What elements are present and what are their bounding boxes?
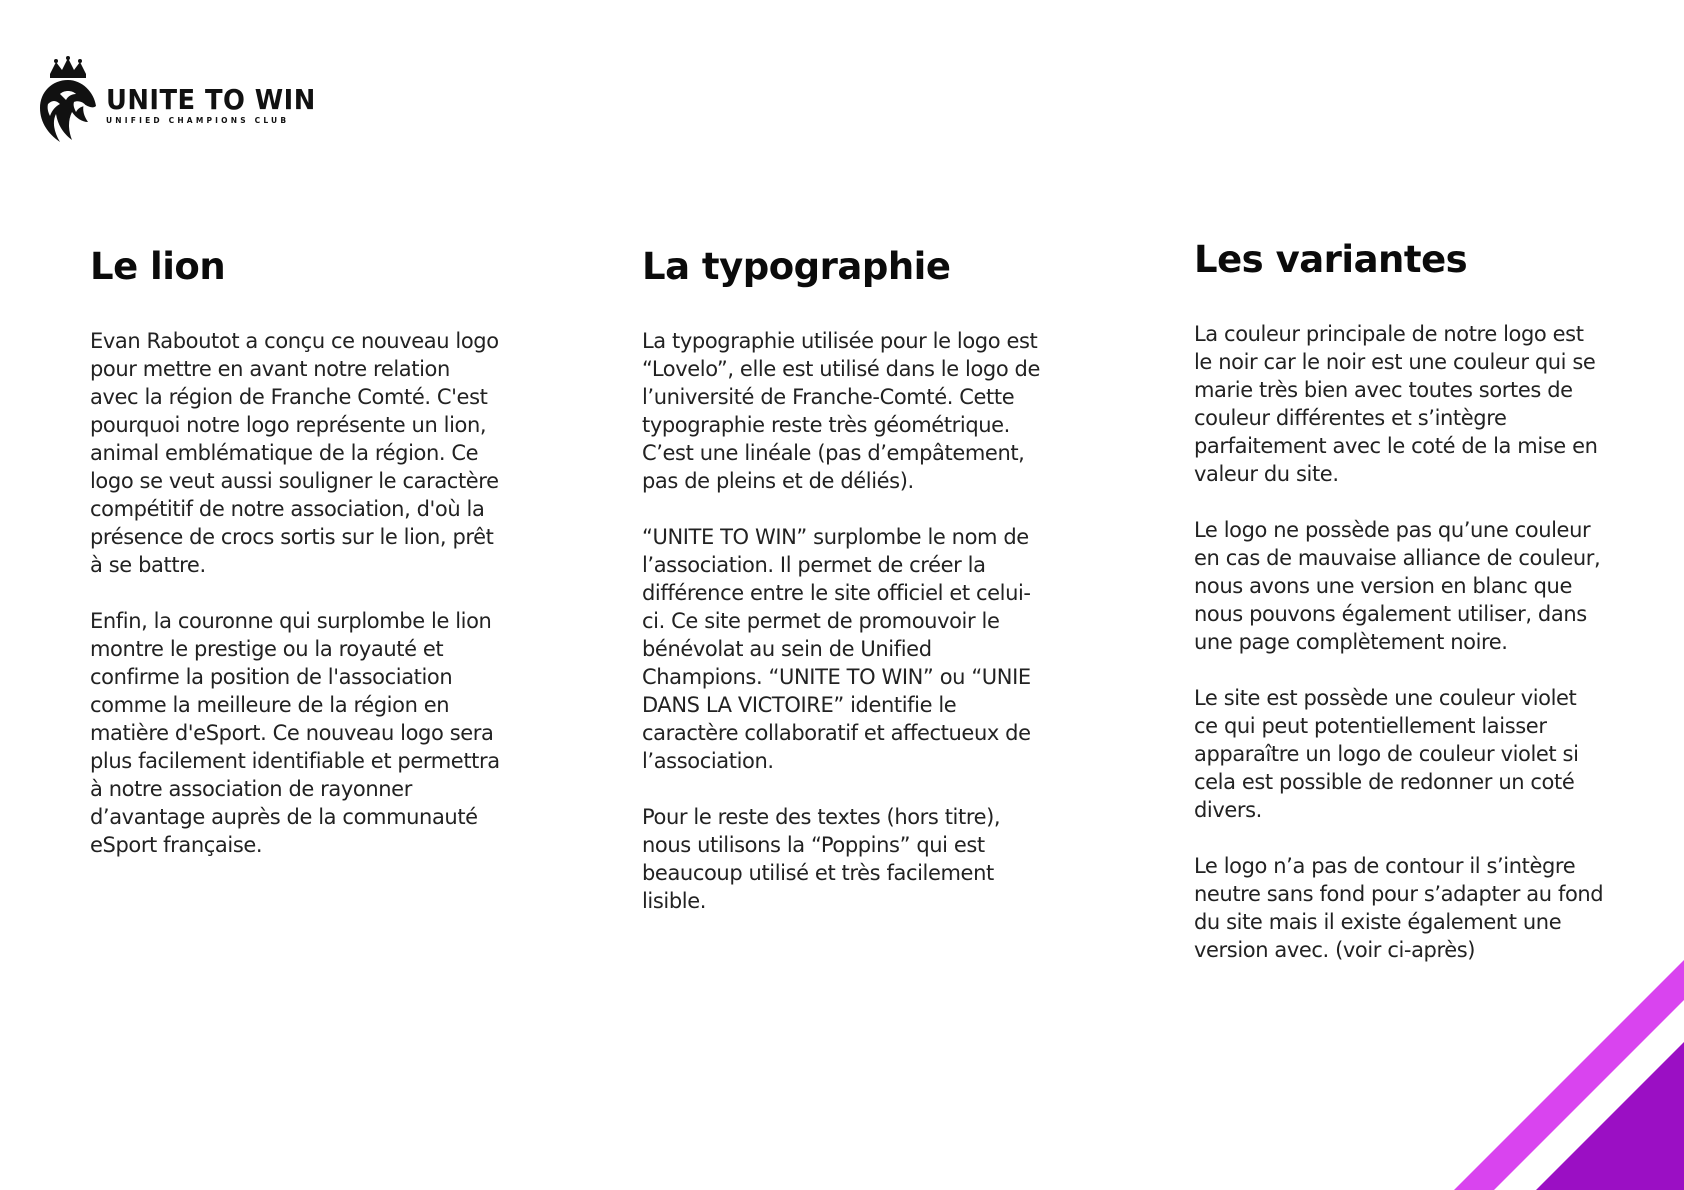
paragraph: Le logo ne possède pas qu’une couleur en cas de mauvaise alliance de couleur, nous avons une version en blanc que nous pouvons également utiliser, dans une page complètement noire.	[1194, 518, 1601, 654]
lion-crown-icon	[38, 56, 98, 144]
paragraph: Enfin, la couronne qui surplombe le lion montre le prestige ou la royauté et confirme la position de l'association comme la meilleure de la région en matière d'eSport. Ce nouveau logo sera plus facilement identifiable et permettra à notre association de rayonner d’avantage auprès de la communauté eSport française.	[90, 609, 500, 857]
paragraph: Evan Raboutot a conçu ce nouveau logo pour mettre en avant notre relation avec la région de Franche Comté. C'est pourquoi notre logo représente un lion, animal emblématique de la région. Ce logo se veut aussi souligner le caractère compétitif de notre association, d'où la présence de crocs sortis sur le lion, prêt à se battre.	[90, 329, 499, 577]
section-heading: La typographie	[642, 245, 951, 288]
corner-stripes-decoration	[1454, 960, 1684, 1190]
section-la-typographie	[642, 243, 1062, 943]
section-heading: Les variantes	[1194, 238, 1468, 281]
paragraph: La couleur principale de notre logo est le noir car le noir est une couleur qui se marie très bien avec toutes sortes de couleur différentes et s’intègre parfaitement avec le coté de la mise en valeur du site.	[1194, 322, 1598, 486]
section-heading: Le lion	[90, 245, 226, 288]
logo-subtitle: UNIFIED CHAMPIONS CLUB	[106, 116, 290, 125]
paragraph: Le site est possède une couleur violet ce qui peut potentiellement laisser apparaître un logo de couleur violet si cela est possible de redonner un coté divers.	[1194, 686, 1579, 822]
section-le-lion	[90, 243, 510, 887]
paragraph: Pour le reste des textes (hors titre), nous utilisons la “Poppins” qui est beaucoup utilisé et très facilement lisible.	[642, 805, 1001, 913]
paragraph: “UNITE TO WIN” surplombe le nom de l’association. Il permet de créer la différence entre le site officiel et celui-ci. Ce site permet de promouvoir le bénévolat au sein de Unified Champions. “UNITE TO WIN” ou “UNIE DANS LA VICTOIRE” identifie le caractère collaboratif et affectueux de l’association.	[642, 525, 1031, 773]
paragraph: Le logo n’a pas de contour il s’intègre neutre sans fond pour s’adapter au fond du site mais il existe également une version avec. (voir ci-après)	[1194, 854, 1604, 962]
logo-title: UNITE TO WIN	[106, 83, 316, 116]
brand-logo	[38, 56, 334, 144]
paragraph: La typographie utilisée pour le logo est “Lovelo”, elle est utilisé dans le logo de l’université de Franche-Comté. Cette typographie reste très géométrique. C’est une linéale (pas d’empâtement, pas de pleins et de déliés).	[642, 329, 1041, 493]
section-les-variantes	[1194, 236, 1614, 992]
